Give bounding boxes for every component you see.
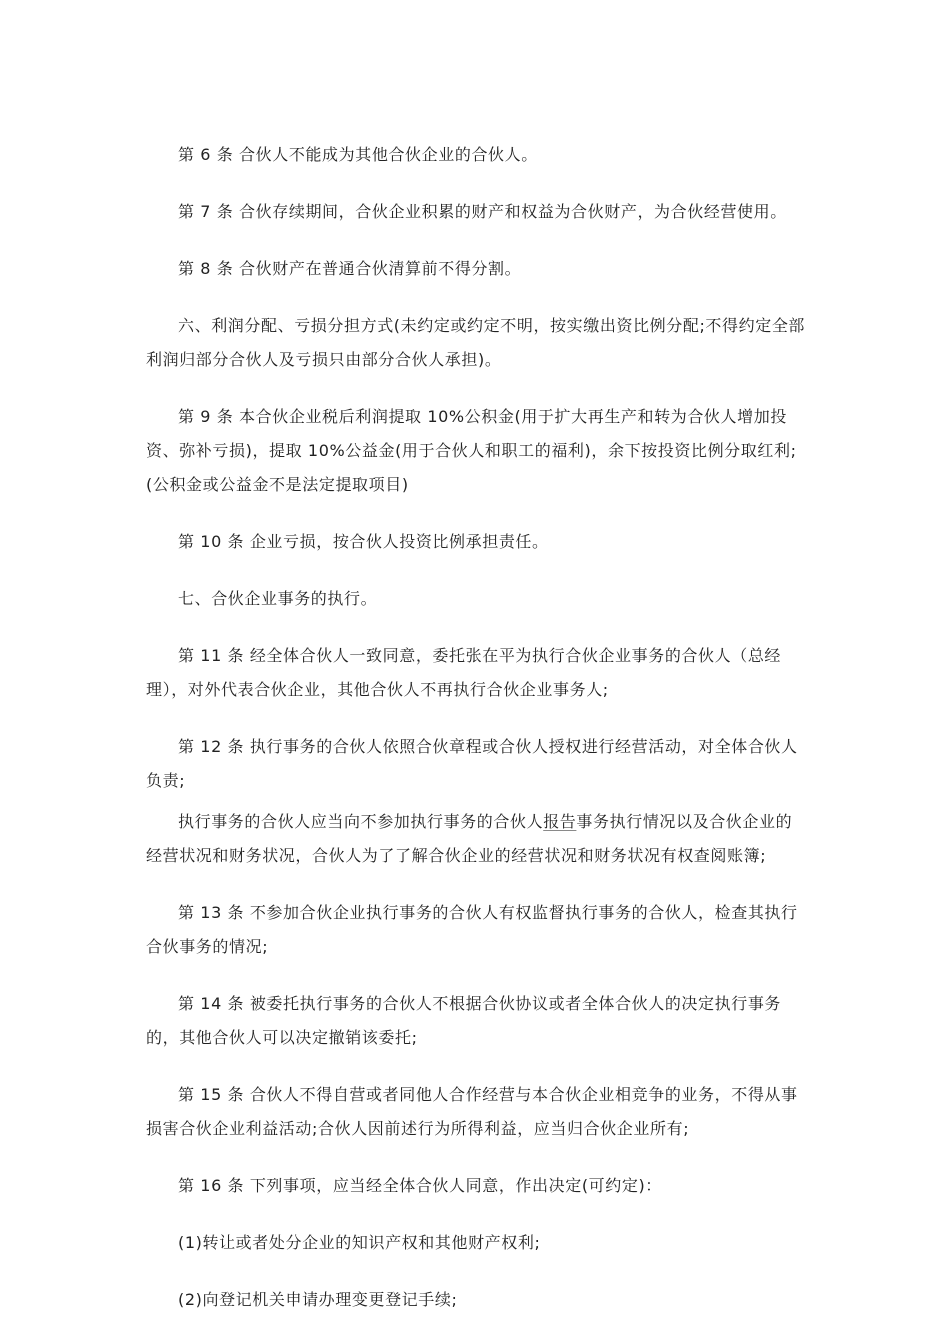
section-7-heading: 七、合伙企业事务的执行。 (178, 589, 378, 608)
article-14: 第 14 条 被委托执行事务的合伙人不根据合伙协议或者全体合伙人的决定执行事务的，其他合伙人可以决定撤销该委托; (146, 994, 782, 1047)
article-9: 第 9 条 本合伙企业税后利润提取 10%公积金(用于扩大再生产和转为合伙人增加投资、弥补亏损)，提取 10%公益金(用于合伙人和职工的福利)，余下按投资比例分取红利;(公积金或公益金不是法定提取项目) (146, 407, 797, 494)
article-16-item-2: (2)向登记机关申请办理变更登记手续; (178, 1290, 458, 1309)
report-link[interactable]: 报告 (543, 812, 577, 831)
section-6-heading: 六、利润分配、亏损分担方式(未约定或约定不明，按实缴出资比例分配;不得约定全部利润归部分合伙人及亏损只由部分合伙人承担)。 (146, 316, 806, 369)
article-7: 第 7 条 合伙存续期间，合伙企业积累的财产和权益为合伙财产，为合伙经营使用。 (178, 202, 787, 221)
article-11: 第 11 条 经全体合伙人一致同意，委托张在平为执行合伙企业事务的合伙人（总经理），对外代表合伙企业，其他合伙人不再执行合伙企业事务人; (146, 646, 782, 699)
article-16: 第 16 条 下列事项，应当经全体合伙人同意，作出决定(可约定)： (178, 1176, 662, 1195)
article-15: 第 15 条 合伙人不得自营或者同他人合作经营与本合伙企业相竞争的业务，不得从事损害合伙企业利益活动;合伙人因前述行为所得利益，应当归合伙企业所有; (146, 1085, 798, 1138)
article-16-item-1: (1)转让或者处分企业的知识产权和其他财产权利; (178, 1233, 541, 1252)
article-12-continued-before: 执行事务的合伙人应当向不参加执行事务的合伙人 (178, 812, 544, 831)
article-10: 第 10 条 企业亏损，按合伙人投资比例承担责任。 (178, 532, 549, 551)
document-page (146, 138, 806, 1340)
article-6: 第 6 条 合伙人不能成为其他合伙企业的合伙人。 (178, 145, 538, 164)
article-13: 第 13 条 不参加合伙企业执行事务的合伙人有权监督执行事务的合伙人，检查其执行合伙事务的情况; (146, 903, 798, 956)
article-12-continued-after: 事务执行情况以及合伙企业的经营状况和财务状况，合伙人为了了解合伙企业的经营状况和财务状况有权查阅账簿; (146, 812, 793, 865)
article-12: 第 12 条 执行事务的合伙人依照合伙章程或合伙人授权进行经营活动，对全体合伙人负责; (146, 737, 798, 790)
article-12-continued (146, 805, 806, 873)
article-8: 第 8 条 合伙财产在普通合伙清算前不得分割。 (178, 259, 522, 278)
